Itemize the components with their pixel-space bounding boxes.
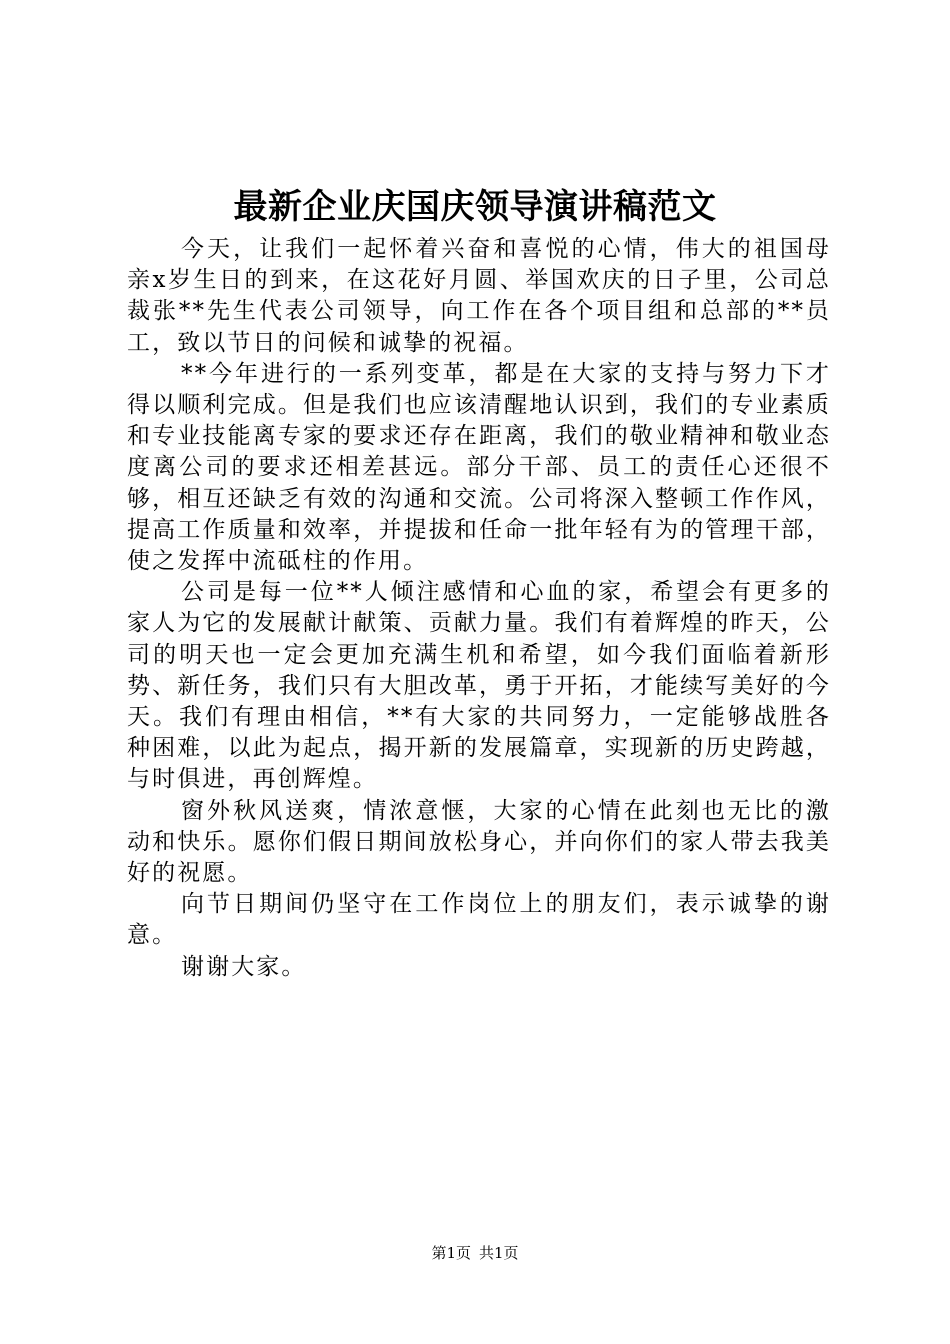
page-total: 共1页 xyxy=(479,1244,519,1262)
paragraph: 今天，让我们一起怀着兴奋和喜悦的心情，伟大的祖国母亲x岁生日的到来，在这花好月圆、举国欢庆的日子里，公司总裁张**先生代表公司领导，向工作在各个项目组和总部的**员工，致以节日的问候和诚挚的祝福。 xyxy=(127,236,831,356)
paragraph: 窗外秋风送爽，情浓意惬，大家的心情在此刻也无比的激动和快乐。愿你们假日期间放松身心，并向你们的家人带去我美好的祝愿。 xyxy=(127,797,831,887)
page-footer xyxy=(0,1243,950,1263)
page-number: 第1页 xyxy=(431,1244,471,1262)
document-body xyxy=(127,234,831,983)
paragraph: **今年进行的一系列变革，都是在大家的支持与努力下才得以顺利完成。但是我们也应该清醒地认识到，我们的专业素质和专业技能离专家的要求还存在距离，我们的敬业精神和敬业态度离公司的要求还相差甚远。部分干部、员工的责任心还很不够，相互还缺乏有效的沟通和交流。公司将深入整顿工作作风，提高工作质量和效率，并提拔和任命一批年轻有为的管理干部，使之发挥中流砥柱的作用。 xyxy=(127,360,831,575)
paragraph: 公司是每一位**人倾注感情和心血的家，希望会有更多的家人为它的发展献计献策、贡献力量。我们有着辉煌的昨天，公司的明天也一定会更加充满生机和希望，如今我们面临着新形势、新任务，我们只有大胆改革，勇于开拓，才能续写美好的今天。我们有理由相信，**有大家的共同努力，一定能够战胜各种困难，以此为起点，揭开新的发展篇章，实现新的历史跨越，与时俱进，再创辉煌。 xyxy=(127,579,831,793)
paragraph: 谢谢大家。 xyxy=(181,953,307,980)
document-title: 最新企业庆国庆领导演讲稿范文 xyxy=(233,187,717,227)
paragraph: 向节日期间仍坚守在工作岗位上的朋友们，表示诚挚的谢意。 xyxy=(127,891,831,949)
